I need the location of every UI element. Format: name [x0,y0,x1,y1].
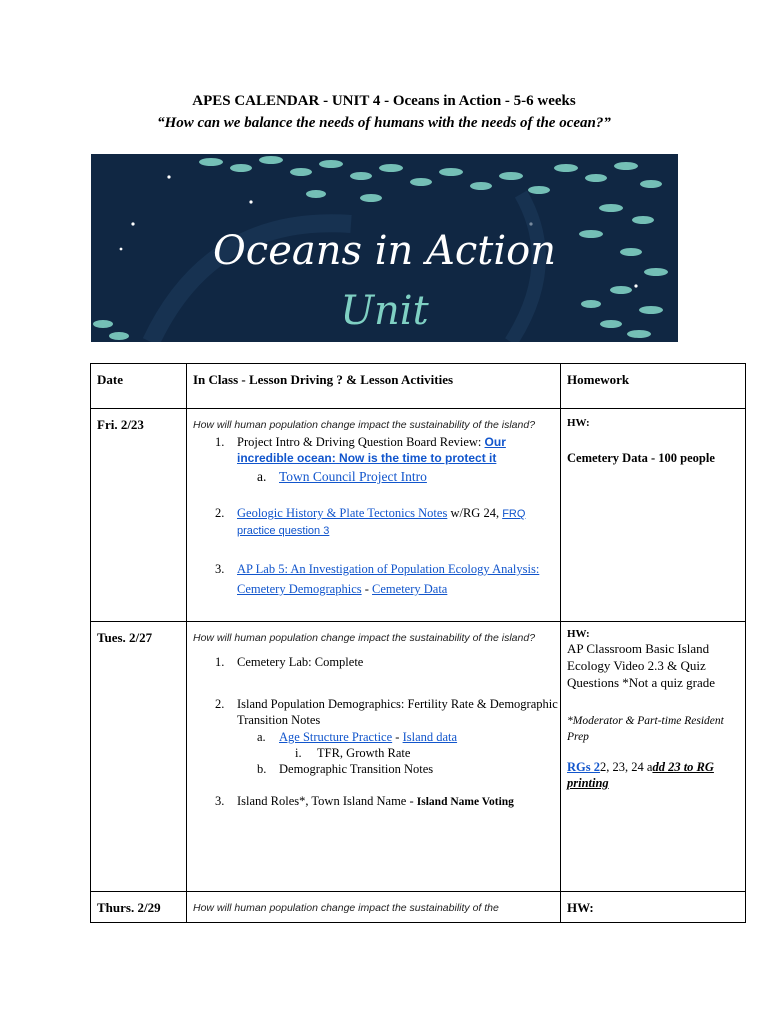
homework-note: *Moderator & Part-time Resident Prep [567,715,724,743]
banner-title: Oceans in Action [213,228,556,274]
list-item: 1. Cemetery Lab: Complete [215,655,364,669]
list-item: a. Age Structure Practice - Island data [257,730,458,744]
column-header-in-class: In Class - Lesson Driving ? & Lesson Activities [193,372,454,387]
driving-question: How will human population change impact the sustainability of the [193,902,499,914]
row-date: Thurs. 2/29 [97,900,161,915]
calendar-table [90,363,746,923]
rgs-link[interactable]: RGs 2 [567,760,600,774]
homework-text: Cemetery Data - 100 people [567,451,715,465]
reading-guides: RGs 22, 23, 24 add 23 to RG printing [567,760,714,790]
row-date: Tues. 2/27 [97,630,153,645]
page-title: APES CALENDAR - UNIT 4 - Oceans in Action - 5-6 weeks [192,93,576,109]
column-header-date: Date [97,372,123,387]
homework-text: AP Classroom Basic Island Ecology Video 2.3 & Quiz Questions *Not a quiz grade [567,641,716,690]
driving-question: How will human population change impact the sustainability of the island? [193,632,536,644]
town-council-link[interactable]: Town Council Project Intro [279,469,427,484]
homework-label: HW: [567,900,594,915]
ap-lab-5-link[interactable]: AP Lab 5: An Investigation of Population Ecology Analysis: Cemetery Demographics [237,562,540,596]
list-item: i. TFR, Growth Rate [295,746,411,760]
homework-label: HW: [567,417,590,429]
frq-practice-link[interactable]: FRQ practice question 3 [237,508,526,537]
list-item: 3. AP Lab 5: An Investigation of Population Ecology Analysis: Cemetery Demographics - Cemetery Data [215,562,540,596]
table-row [91,622,746,892]
ocean-video-link[interactable]: Our incredible ocean: Now is the time to protect it [237,435,506,465]
list-item: 2. Geologic History & Plate Tectonics Notes w/RG 24, FRQ practice question 3 [215,506,526,537]
cemetery-data-link[interactable]: Cemetery Data [372,582,448,596]
island-data-link[interactable]: Island data [402,730,458,744]
list-item: a. Town Council Project Intro [257,469,427,484]
geologic-history-link[interactable]: Geologic History & Plate Tectonics Notes [237,506,448,520]
list-item: b. Demographic Transition Notes [257,762,434,776]
list-item: 2. Island Population Demographics: Fertility Rate & Demographic Transition Notes [215,697,558,727]
homework-label: HW: [567,628,590,640]
list-item: 3. Island Roles*, Town Island Name - Island Name Voting [215,794,514,808]
banner-subtitle: Unit [340,288,429,334]
table-row [91,409,746,622]
driving-question: How will human population change impact the sustainability of the island? [193,419,536,431]
table-row [91,892,746,923]
page-subtitle: “How can we balance the needs of humans with the needs of the ocean?” [157,115,611,131]
age-structure-link[interactable]: Age Structure Practice [279,730,393,744]
column-header-homework: Homework [567,372,630,387]
list-item: 1. Project Intro & Driving Question Board Review: Our incredible ocean: Now is the time to protect it [215,435,506,465]
table-header-row [91,364,746,409]
row-date: Fri. 2/23 [97,417,144,432]
